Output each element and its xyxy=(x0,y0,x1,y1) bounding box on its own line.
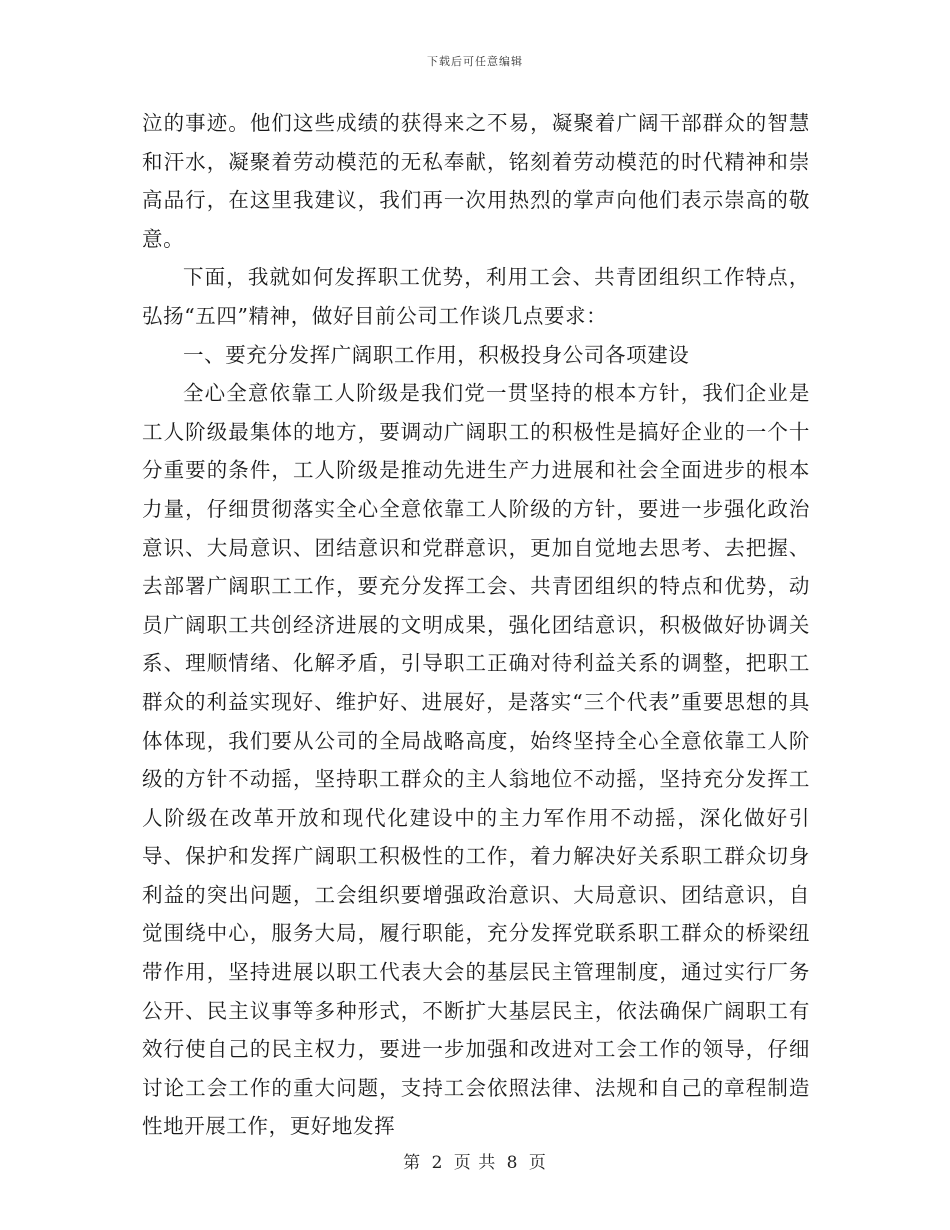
section-heading-1: 一、要充分发挥广阔职工作用，积极投身公司各项建设 xyxy=(183,342,690,367)
page-footer xyxy=(0,1148,950,1173)
document-body xyxy=(142,104,810,1146)
paragraph-body: 全心全意依靠工人阶级是我们党一贯坚持的根本方针，我们企业是工人阶级最集体的地方，要调动广阔职工的积极性是搞好企业的一个十分重要的条件，工人阶级是推动先进生产力进展和社会全面进步的根本力量，仔细贯彻落实全心全意依靠工人阶级的方针，要进一步强化政治意识、大局意识、团结意识和党群意识，更加自觉地去思考、去把握、去部署广阔职工工作，要充分发挥工会、共青团组织的特点和优势，动员广阔职工共创经济进展的文明成果，强化团结意识，积极做好协调关系、理顺情绪、化解矛盾，引导职工正确对待利益关系的调整，把职工群众的利益实现好、维护好、进展好，是落实“三个代表”重要思想的具体体现，我们要从公司的全局战略高度，始终坚持全心全意依靠工人阶级的方针不动摇，坚持职工群众的主人翁地位不动摇，坚持充分发挥工人阶级在改革开放和现代化建设中的主力军作用不动摇，深化做好引导、保护和发挥广阔职工积极性的工作，着力解决好关系职工群众切身利益的突出问题，工会组织要增强政治意识、大局意识、团结意识，自觉围绕中心，服务大局，履行职能，充分发挥党联系职工群众的桥梁纽带作用，坚持进展以职工代表大会的基层民主管理制度，通过实行厂务公开、民主议事等多种形式，不断扩大基层民主，依法确保广阔职工有效行使自己的民主权力，要进一步加强和改进对工会工作的领导，仔细讨论工会工作的重大问题，支持工会依照法律、法规和自己的章程制造性地开展工作，更好地发挥 xyxy=(142,381,810,1139)
footer-current-page: 2 xyxy=(431,1153,444,1173)
paragraph-continuation: 泣的事迹。他们这些成绩的获得来之不易，凝聚着广阔干部群众的智慧和汗水，凝聚着劳动模范的无私奉献，铭刻着劳动模范的时代精神和崇高品行，在这里我建议，我们再一次用热烈的掌声向他们表示崇高的敬意。 xyxy=(142,111,810,251)
footer-middle: 页 共 xyxy=(453,1153,497,1173)
footer-suffix: 页 xyxy=(528,1153,547,1173)
footer-total-pages: 8 xyxy=(506,1153,519,1173)
footer-prefix: 第 xyxy=(403,1153,422,1173)
paragraph-intro: 下面，我就如何发挥职工优势，利用工会、共青团组织工作特点，弘扬“五四”精神，做好目前公司工作谈几点要求： xyxy=(142,265,810,328)
page-header-note: 下载后可任意编辑 xyxy=(427,55,523,68)
